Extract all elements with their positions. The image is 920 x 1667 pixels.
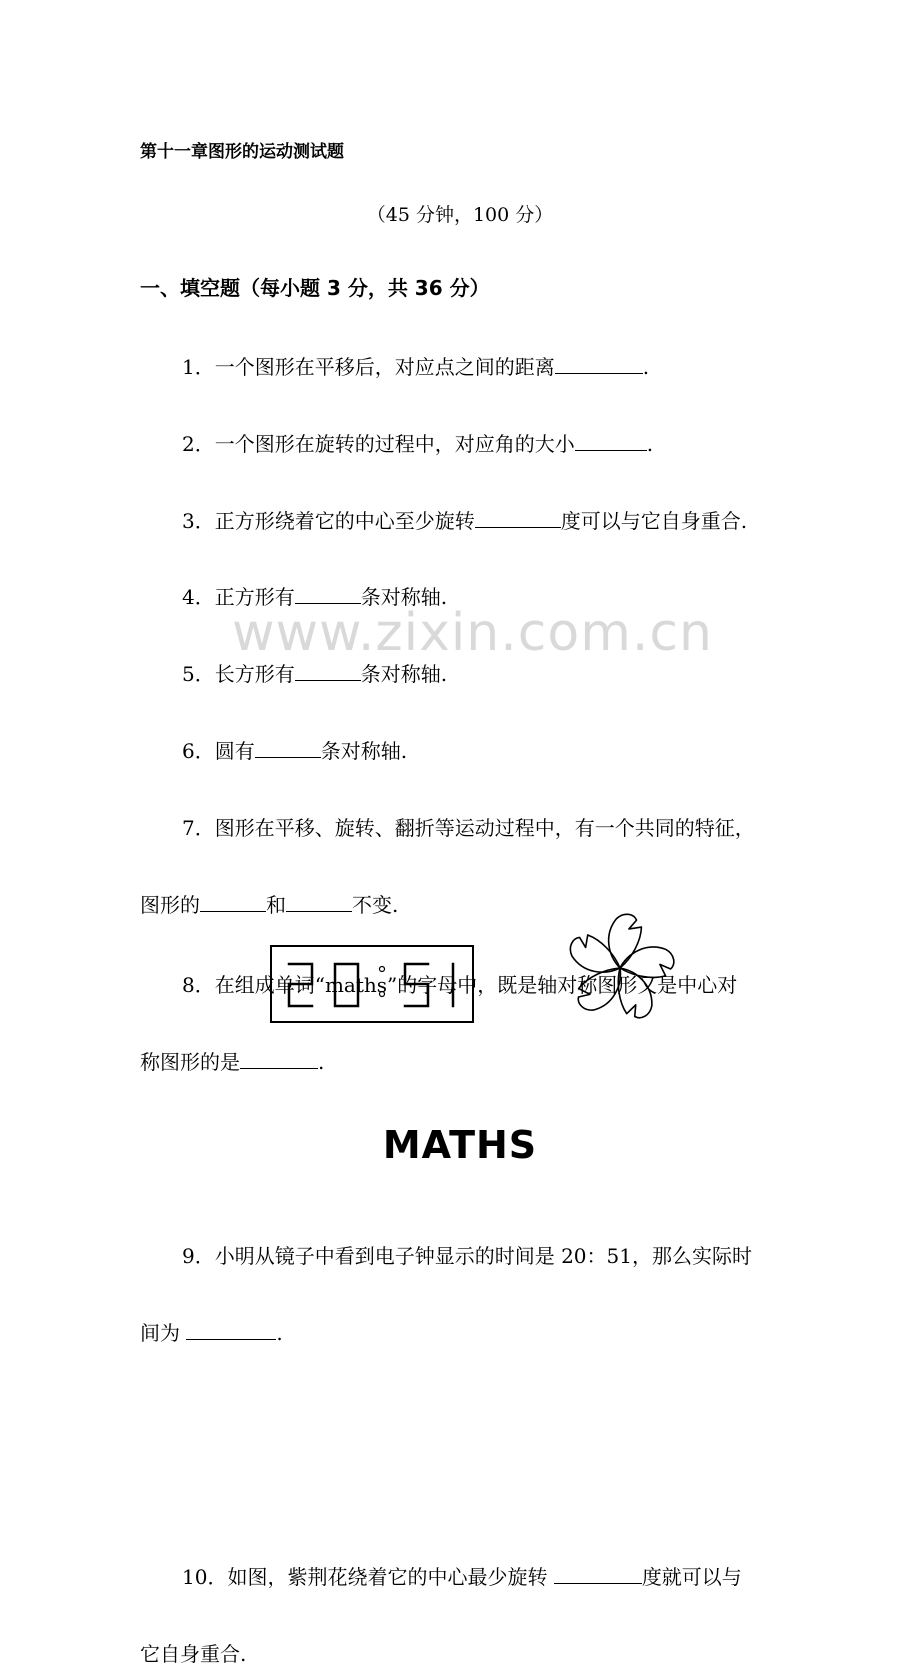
question-7-and: 和 <box>266 893 286 917</box>
question-6-text: 6．圆有 <box>182 739 255 763</box>
answer-blank-7b[interactable] <box>286 893 352 912</box>
question-9-text: 间为 <box>140 1321 187 1345</box>
question-7-end: 不变. <box>352 893 399 917</box>
question-1 <box>182 351 920 380</box>
question-2-text: 2．一个图形在旋转的过程中，对应角的大小 <box>182 432 575 456</box>
bauhinia-flower-svg <box>563 906 677 1026</box>
section-heading: 一、填空题（每小题 3 分，共 36 分） <box>140 276 490 300</box>
question-10-end: 度就可以与 <box>641 1565 742 1589</box>
question-6 <box>182 735 920 764</box>
question-5-text: 5．长方形有 <box>182 662 295 686</box>
answer-blank-9[interactable] <box>186 1321 276 1340</box>
maths-word: MATHS <box>382 1123 538 1167</box>
question-8-line-2 <box>140 1046 920 1075</box>
question-8-end: . <box>318 1050 325 1074</box>
question-2 <box>182 428 920 457</box>
question-4 <box>182 581 920 610</box>
answer-blank-2[interactable] <box>575 432 647 451</box>
answer-blank-5[interactable] <box>295 662 361 681</box>
question-1-text: 1．一个图形在平移后，对应点之间的距离 <box>182 355 555 379</box>
watermark: www.zixin.com.cn <box>232 603 713 663</box>
answer-blank-1[interactable] <box>555 355 643 374</box>
question-6-end: 条对称轴. <box>320 739 408 763</box>
question-3-end: 度可以与它自身重合. <box>560 509 748 533</box>
question-8-text: 称图形的是 <box>140 1050 240 1074</box>
answer-blank-10[interactable] <box>554 1565 642 1584</box>
question-5 <box>182 658 920 687</box>
question-3 <box>182 505 920 534</box>
question-7-text: 图形的 <box>140 893 200 917</box>
question-10-line-2: 它自身重合. <box>140 1642 247 1666</box>
question-10-text: 10．如图，紫荆花绕着它的中心最少旋转 <box>182 1565 554 1589</box>
bauhinia-flower-figure <box>563 906 677 1026</box>
answer-blank-4[interactable] <box>295 585 361 604</box>
page-title: 第十一章图形的运动测试题 <box>140 142 344 162</box>
question-2-end: . <box>646 432 654 456</box>
flower-petals <box>564 912 675 1023</box>
question-9-line-1: 9．小明从镜子中看到电子钟显示的时间是 20：51，那么实际时 <box>182 1244 752 1268</box>
answer-blank-6[interactable] <box>255 739 321 758</box>
question-10-line-1 <box>182 1561 920 1590</box>
question-7-line-2 <box>140 889 920 918</box>
question-5-end: 条对称轴. <box>360 662 448 686</box>
question-9-end: . <box>276 1321 283 1345</box>
answer-blank-3[interactable] <box>475 509 561 528</box>
question-4-end: 条对称轴. <box>360 585 448 609</box>
answer-blank-7a[interactable] <box>200 893 266 912</box>
question-9-line-2 <box>140 1317 920 1346</box>
question-3-text: 3．正方形绕着它的中心至少旋转 <box>182 509 475 533</box>
test-duration-score: （45 分钟，100 分） <box>366 204 554 226</box>
question-4-text: 4．正方形有 <box>182 585 295 609</box>
question-8-line-1: 8．在组成单词“maths”的字母中，既是轴对称图形又是中心对 <box>182 973 738 997</box>
question-7-line-1: 7．图形在平移、旋转、翻折等运动过程中，有一个共同的特征， <box>182 816 755 840</box>
question-1-end: . <box>642 355 650 379</box>
answer-blank-8[interactable] <box>240 1050 318 1069</box>
